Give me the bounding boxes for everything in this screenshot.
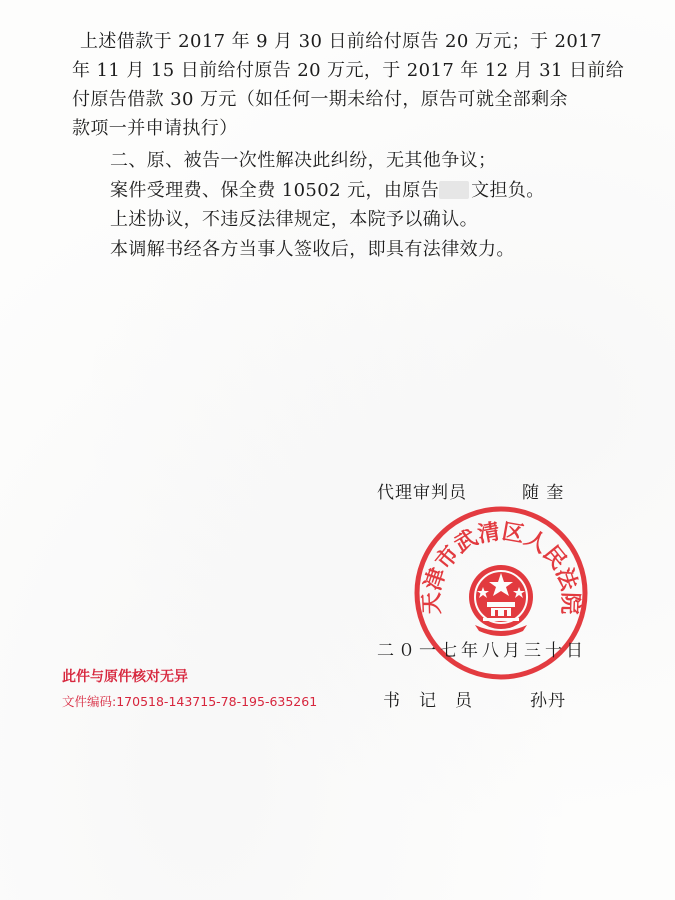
seal-text: 天津市武清区人民法院 (418, 518, 584, 615)
paragraph-line: 上述借款于 2017 年 9 月 30 日前给付原告 20 万元；于 2017 (80, 31, 602, 52)
paragraph-line: 本调解书经各方当事人签收后，即具有法律效力。 (110, 239, 515, 260)
clerk-name: 孙丹 (530, 691, 566, 711)
paragraph-line: 付原告借款 30 万元（如任何一期未给付，原告可就全部剩余 (72, 89, 568, 110)
clerk-title: 书 记 员 (383, 691, 473, 711)
paragraph-line: 上述协议，不违反法律规定，本院予以确认。 (110, 209, 478, 230)
paragraph-line: 年 11 月 15 日前给付原告 20 万元，于 2017 年 12 月 31 日前给 (72, 60, 625, 81)
national-emblem-icon (469, 565, 533, 636)
paragraph-line: 款项一并申请执行） (72, 118, 238, 139)
file-code: 文件编码:170518-143715-78-195-635261 (62, 694, 318, 709)
redaction-mark (439, 181, 469, 199)
judge-name: 随 奎 (522, 483, 565, 503)
judge-title: 代理审判员 (377, 483, 467, 503)
paragraph-line-with-redaction (110, 179, 545, 203)
verification-note: 此件与原件核对无异 (62, 669, 188, 685)
paragraph-line: 二、原、被告一次性解决此纠纷，无其他争议； (110, 150, 497, 171)
document-date: 二０一七年八月三十日 (377, 641, 587, 661)
fee-text: 案件受理费、保全费 10502 元，由原告 (110, 180, 440, 201)
fee-text-end: 文担负。 (471, 180, 545, 201)
